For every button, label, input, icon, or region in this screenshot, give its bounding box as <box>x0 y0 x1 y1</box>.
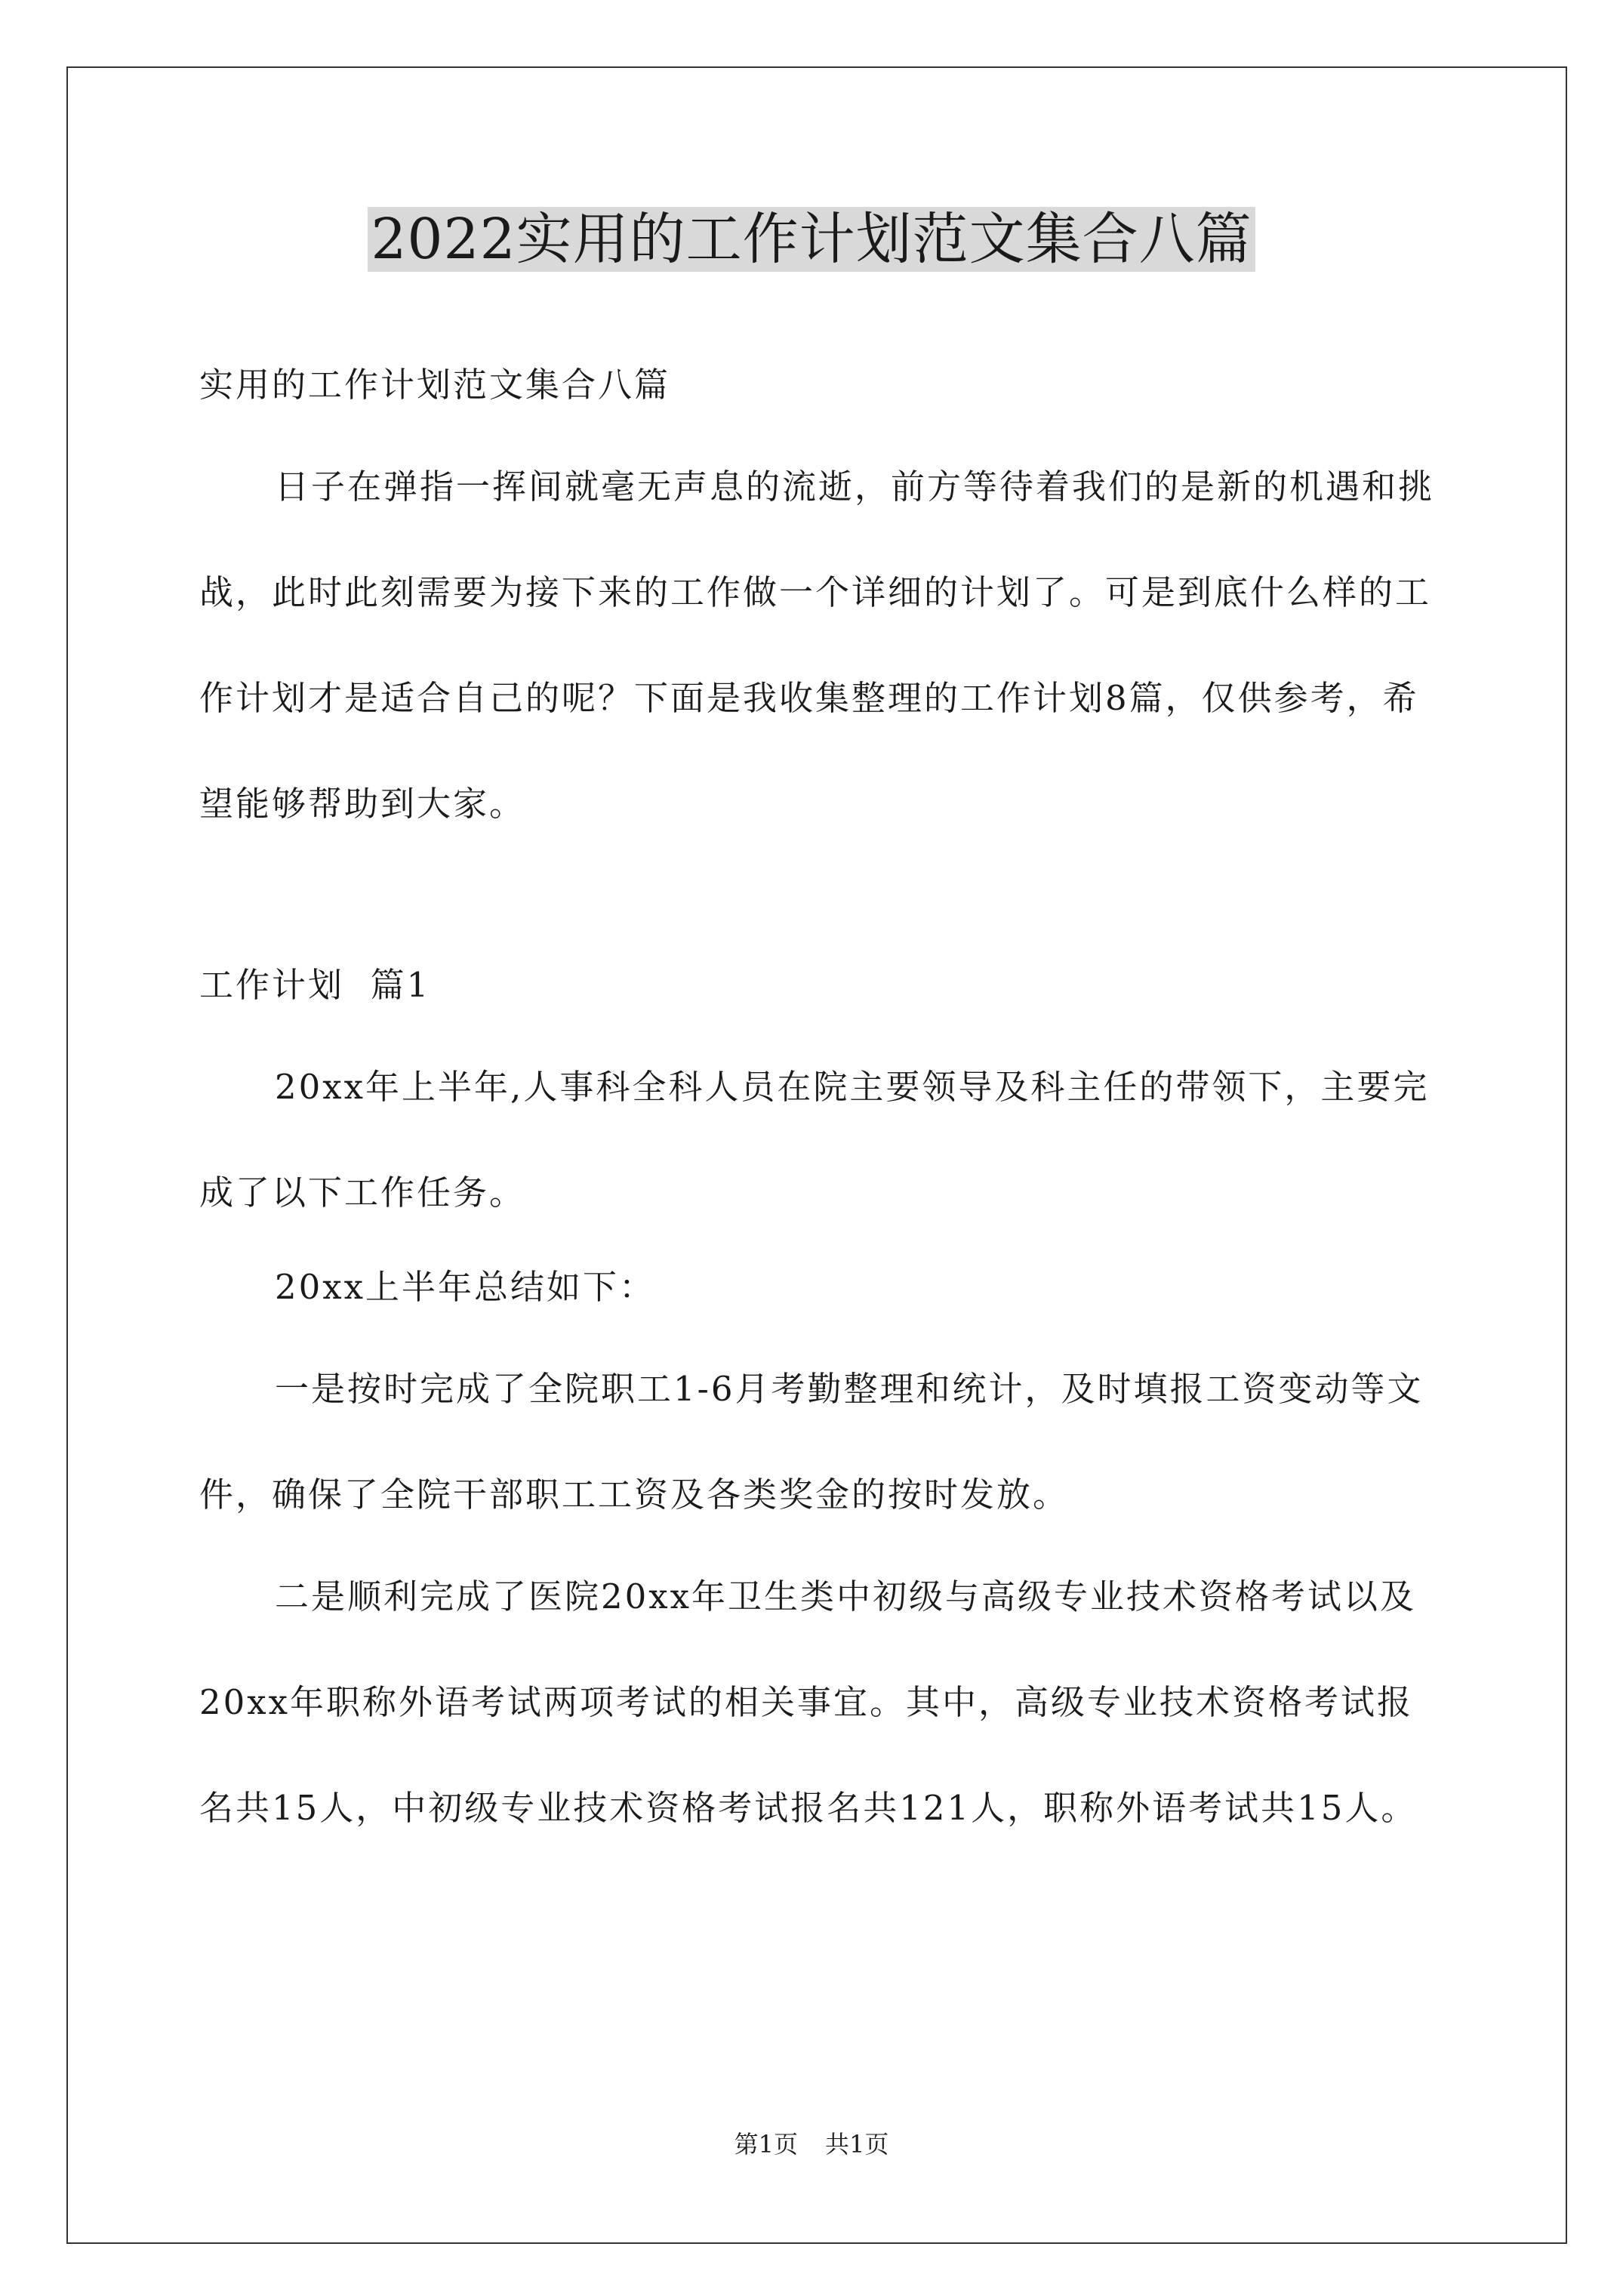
paragraph-4: 二是顺利完成了医院20xx年卫生类中初级与高级专业技术资格考试以及20xx年职称外语考试两项考试的相关事宜。其中，高级专业技术资格考试报名共15人，中初级专业技术资格考试报名共121人，职称外语考试共15人。 <box>199 1576 1418 1828</box>
paragraph-3: 一是按时完成了全院职工1-6月考勤整理和统计，及时填报工资变动等文件，确保了全院干部职工工资及各类奖金的按时发放。 <box>199 1369 1424 1515</box>
page-current: 第1页 <box>734 2130 798 2159</box>
paragraph-1: 20xx年上半年,人事科全科人员在院主要领导及科主任的带领下，主要完成了以下工作任务。 <box>199 1067 1430 1213</box>
document-title <box>0 198 1623 281</box>
page-footer <box>0 2122 1623 2167</box>
intro-paragraph: 日子在弹指一挥间就毫无声息的流逝，前方等待着我们的是新的机遇和挑战，此时此刻需要为接下来的工作做一个详细的计划了。可是到底什么样的工作计划才是适合自己的呢？下面是我收集整理的工作计划8篇，仅供参考，希望能够帮助到大家。 <box>199 467 1435 824</box>
document-title-text: 2022实用的工作计划范文集合八篇 <box>368 207 1255 272</box>
document-subtitle: 实用的工作计划范文集合八篇 <box>199 365 671 405</box>
page-total: 共1页 <box>825 2130 889 2159</box>
paragraph-2: 20xx上半年总结如下： <box>275 1267 656 1307</box>
section-heading: 工作计划 篇1 <box>199 965 431 1005</box>
